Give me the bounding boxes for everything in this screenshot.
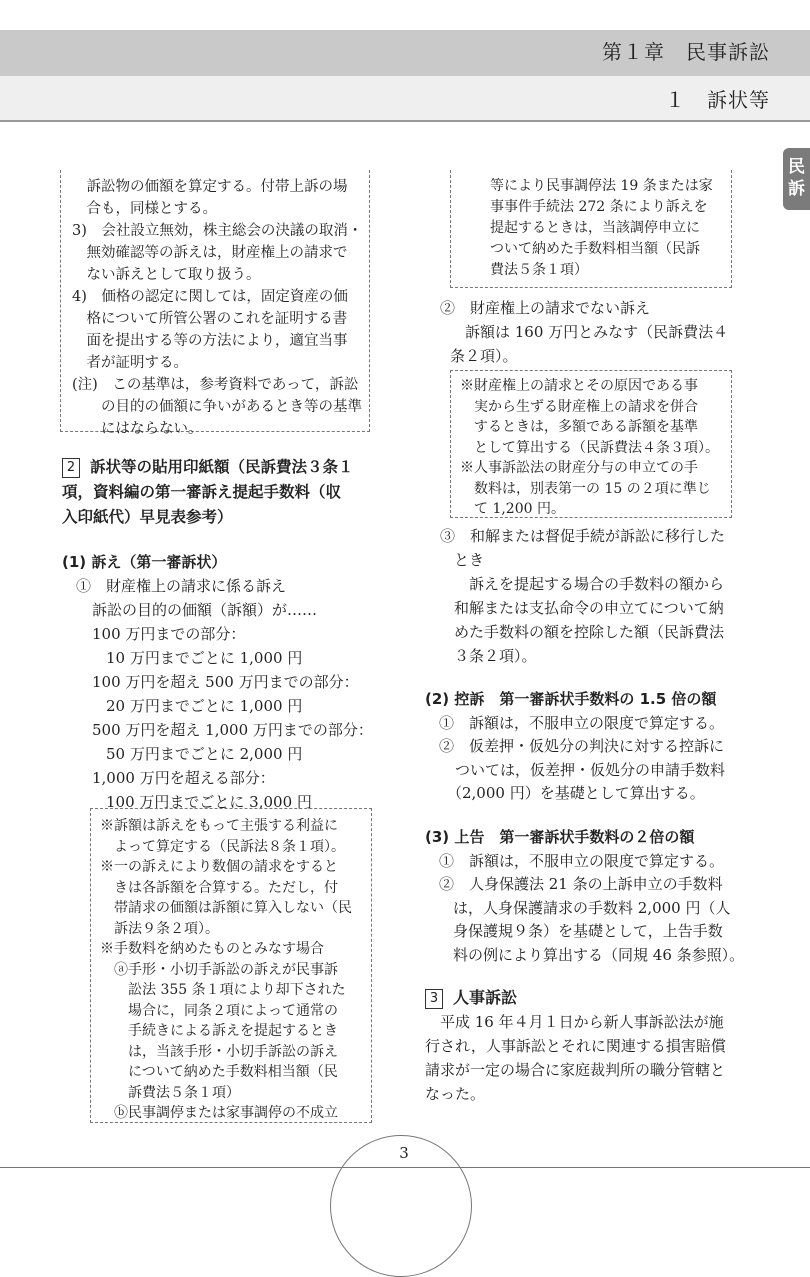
note-line: ※一の訴えにより数個の請求をすると — [100, 859, 338, 875]
section-2 — [62, 455, 382, 530]
section-3-number: 3 — [425, 989, 443, 1009]
section-title: １ 訴状等 — [665, 88, 770, 112]
left-note-box-2-text — [100, 816, 372, 1124]
subsection-1-heading: (1) 訴え（第一審訴状） — [62, 553, 227, 571]
section-2-heading-line: 入印紙代）早見表参考） — [62, 508, 233, 526]
item-line: 100 万円を超え 500 万円までの部分： — [92, 673, 359, 691]
note-line: 合も，同様とする。 — [72, 201, 217, 217]
note-line: きは各訴額を合算する。ただし，付 — [100, 879, 338, 896]
item-2-title: ② 財産権上の請求でない訴え — [440, 299, 651, 317]
section-2-heading: 2 訴状等の貼用印紙額（民訴費法３条１ — [62, 455, 382, 480]
note-line: 訴法９条２項）。 — [100, 920, 219, 937]
item-line: ① 訴額は，不服申立の限度で算定する。 — [439, 713, 725, 732]
item-line: ① 訴額は，不服申立の限度で算定する。 — [439, 851, 725, 870]
item-line: 訴訟の目的の価額（訴額）が…… — [92, 601, 318, 619]
paragraph-line: なった。 — [425, 1085, 486, 1103]
note-line: 等により民事調停法 19 条または家 — [490, 178, 713, 194]
note-line: ※訴額は訴えをもって主張する利益に — [100, 818, 338, 834]
item-line: 身保護規９条）を基礎として，上告手数 — [453, 922, 723, 940]
paragraph-line: 平成 16 年４月１日から新人事訴訟法が施 — [425, 1013, 724, 1031]
item-line: 20 万円までごとに 1,000 円 — [106, 697, 303, 715]
note-line: ※手数料を納めたものとみなす場合 — [100, 941, 324, 957]
note-line: ※財産権上の請求とその原因である事 — [460, 378, 698, 394]
note-line: として算出する（民訴費法４条３項）。 — [460, 439, 719, 456]
item-line: 訴えを提起する場合の手数料の額から — [454, 575, 725, 593]
item-line: は，人身保護請求の手数料 2,000 円（人 — [453, 898, 731, 917]
note-line: は，当該手形・小切手訴訟の訴え — [100, 1043, 338, 1060]
note-line: の目的の価額に争いがあるとき等の基準 — [72, 399, 362, 415]
note-line: 実から生ずる財産権上の請求を併合 — [460, 398, 698, 415]
note-line: ※人事訴訟法の財産分与の申立ての手 — [460, 460, 698, 476]
right-note-box-2-text — [460, 376, 732, 520]
item-line: 料の例により算出する（同規 46 条参照）。 — [453, 945, 745, 964]
note-line: にはならない。 — [72, 421, 203, 437]
note-line: 4) 価格の認定に関しては，固定資産の価 — [72, 289, 348, 305]
note-line: 費法５条１項） — [490, 262, 588, 278]
note-line: 訟法 355 条１項により却下された — [100, 982, 346, 998]
item-line: 条２項）。 — [450, 347, 518, 365]
note-line: ついて納めた手数料相当額（民訴 — [490, 241, 700, 257]
item-line: めた手数料の額を控除した額（民訴費法 — [454, 623, 725, 641]
note-line: 面を提出する等の方法により，適宜当事 — [72, 333, 348, 349]
item-line: ③ 和解または督促手続が訴訟に移行した — [440, 527, 726, 545]
note-line: 3) 会社設立無効，株主総会の決議の取消・ — [72, 223, 363, 239]
note-line: 事事件手続法 272 条により訴えを — [490, 199, 708, 215]
paragraph-line: 請求が一定の場合に家庭裁判所の職分管轄と — [425, 1061, 726, 1079]
subsection-2-heading: (2) 控訴 第一審訴状手数料の 1.5 倍の額 — [425, 690, 717, 708]
note-line: 無効確認等の訴えは，財産権上の請求で — [72, 245, 348, 261]
item-line: ② 人身保護法 21 条の上訴申立の手数料 — [439, 875, 723, 893]
note-line: ない訴えとして取り扱う。 — [72, 267, 261, 283]
note-line: 数料は，別表第一の 15 の２項に準じ — [460, 480, 711, 497]
note-line: て 1,200 円。 — [460, 501, 565, 517]
chapter-title: 第１章 民事訴訟 — [602, 40, 770, 64]
note-line: 手続きによる訴えを提起するとき — [100, 1023, 338, 1039]
section-2-number: 2 — [62, 458, 80, 478]
note-line: 者が証明する。 — [72, 355, 188, 371]
right-note-box-1-text — [490, 176, 730, 281]
note-line: 格について所管公署のこれを証明する書 — [72, 311, 348, 327]
subsection-3 — [425, 826, 760, 967]
note-line: するときは，多額である訴額を基準 — [460, 419, 698, 435]
note-line: 訴訟物の価額を算定する。付帯上訴の場 — [72, 179, 348, 195]
subsection-2 — [425, 688, 760, 806]
subsection-1 — [62, 550, 382, 814]
item-line: 10 万円までごとに 1,000 円 — [106, 649, 303, 667]
item-line: 100 万円までの部分： — [92, 625, 246, 643]
subsection-3-heading: (3) 上告 第一審訴状手数料の２倍の額 — [425, 828, 695, 846]
note-line: について納めた手数料相当額（民 — [100, 1064, 338, 1080]
item-line: ついては，仮差押・仮処分の申請手数料 — [455, 760, 726, 779]
item-2 — [440, 296, 760, 368]
item-line: 訴額は 160 万円とみなす（民訴費法４ — [450, 323, 729, 341]
left-note-box-1-text — [72, 176, 372, 440]
paragraph-line: 行され，人事訴訟とそれに関連する損害賠償 — [425, 1037, 726, 1055]
item-line: 500 万円を超え 1,000 万円までの部分： — [92, 721, 373, 739]
item-line: （2,000 円）を基礎として算出する。 — [447, 784, 705, 802]
note-line: 提起するときは，当該調停申立に — [490, 220, 700, 236]
item-line: 和解または支払命令の申立てについて納 — [454, 599, 724, 617]
page-number: 3 — [399, 1144, 409, 1162]
item-line: ① 財産権上の請求に係る訴え — [76, 577, 287, 595]
section-header-bar — [0, 76, 810, 122]
item-line: とき — [454, 551, 485, 569]
item-line: 1,000 万円を超える部分： — [92, 769, 275, 787]
side-tab: 民訴 — [783, 148, 810, 210]
note-line: よって算定する（民訴法８条１項）。 — [100, 838, 345, 855]
item-line: 50 万円までごとに 2,000 円 — [106, 745, 303, 763]
item-3 — [440, 524, 760, 668]
note-line: ⓐ手形・小切手訴訟の訴えが民事訴 — [100, 961, 338, 978]
note-line: ⓑ民事調停または家事調停の不成立 — [100, 1105, 338, 1121]
note-line: 帯請求の価額は訴額に算入しない（民 — [100, 900, 352, 916]
section-3 — [425, 986, 760, 1106]
item-line: ３条２項）。 — [454, 647, 537, 665]
item-line: ② 仮差押・仮処分の判決に対する控訴に — [439, 737, 725, 755]
section-3-heading: 3 人事訴訟 — [425, 986, 760, 1010]
chapter-header-bar — [0, 30, 810, 76]
note-line: (注) この基準は，参考資料であって，訴訟 — [72, 377, 359, 393]
note-line: 場合に，同条２項によって通常の — [100, 1002, 338, 1019]
note-line: 訴費法５条１項） — [100, 1084, 240, 1101]
section-2-heading-line: 項，資料編の第一審訴え提起手数料（収 — [62, 483, 342, 501]
item-line: 100 万円までごとに 3,000 円 — [106, 793, 312, 811]
